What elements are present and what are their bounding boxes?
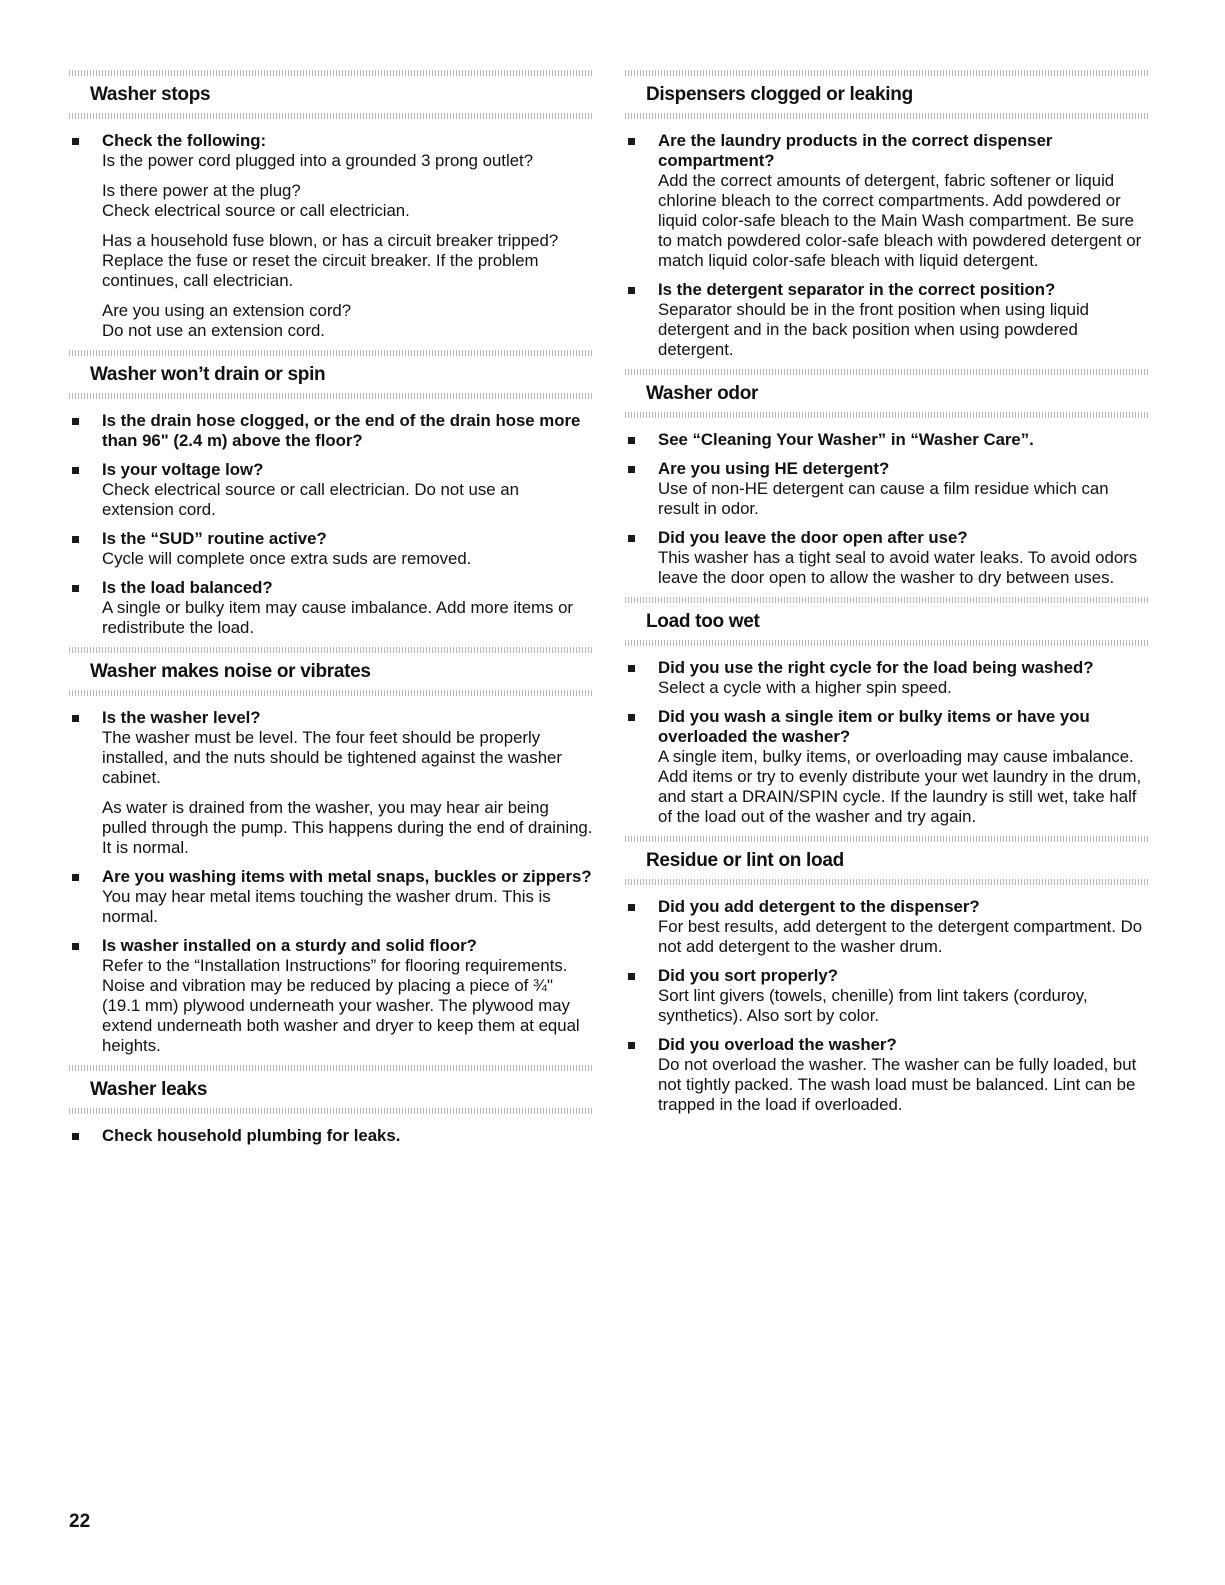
item-answer-paragraph <box>102 301 593 341</box>
list-item <box>625 528 1150 588</box>
item-question: Are you using HE detergent? <box>658 459 890 478</box>
item-list <box>69 696 593 1056</box>
section-load-too-wet <box>625 597 1150 827</box>
item-question: Is the detergent separator in the correct position? <box>658 280 1056 299</box>
item-question: Check household plumbing for leaks. <box>102 1126 401 1145</box>
section-title: Load too wet <box>646 611 760 632</box>
item-answer-paragraph <box>658 986 1150 1026</box>
list-item <box>69 578 593 638</box>
answer-text: Has a household fuse blown, or has a circuit breaker tripped? <box>102 231 559 250</box>
bullet-square-icon <box>72 418 79 425</box>
item-question: Is your voltage low? <box>102 460 264 479</box>
list-item <box>625 707 1150 827</box>
answer-text: Cycle will complete once extra suds are removed. <box>102 549 472 568</box>
bullet-square-icon <box>72 874 79 881</box>
section-title: Dispensers clogged or leaking <box>646 84 913 105</box>
item-answer-paragraph <box>102 956 593 1056</box>
list-item <box>69 529 593 569</box>
list-item <box>69 460 593 520</box>
item-answer-paragraph <box>658 678 1150 698</box>
item-question: Did you wash a single item or bulky items or have you overloaded the washer? <box>658 707 1090 746</box>
bullet-square-icon <box>628 665 635 672</box>
bullet-square-icon <box>628 138 635 145</box>
list-item <box>69 131 593 341</box>
list-item <box>69 411 593 451</box>
section-title: Residue or lint on load <box>646 850 844 871</box>
bullet-square-icon <box>628 466 635 473</box>
bullet-square-icon <box>72 943 79 950</box>
bullet-square-icon <box>628 437 635 444</box>
bullet-square-icon <box>628 287 635 294</box>
list-item <box>625 966 1150 1026</box>
answer-text: Use of non-HE detergent can cause a film residue which can result in odor. <box>658 479 1109 518</box>
answer-text: A single item, bulky items, or overloading may cause imbalance. Add items or try to evenly distribute your wet laundry in the drum, and start a DRAIN/SPIN cycle. If the laundry is still wet, take half of the load out of the washer and try again. <box>658 747 1142 826</box>
list-item <box>69 936 593 1056</box>
section-title: Washer won’t drain or spin <box>90 364 326 385</box>
item-answer-paragraph <box>658 917 1150 957</box>
item-question: Check the following: <box>102 131 267 150</box>
section-washer-makes-noise-or-vibrates <box>69 647 593 1056</box>
bullet-square-icon <box>72 715 79 722</box>
section-washer-leaks <box>69 1065 593 1146</box>
item-question: Is the “SUD” routine active? <box>102 529 327 548</box>
answer-text: Is there power at the plug? <box>102 181 301 200</box>
item-answer-paragraph <box>102 798 593 858</box>
item-answer-paragraph <box>102 728 593 788</box>
bullet-square-icon <box>72 467 79 474</box>
item-list <box>625 885 1150 1115</box>
item-question: Are you washing items with metal snaps, buckles or zippers? <box>102 867 592 886</box>
bullet-square-icon <box>72 585 79 592</box>
answer-text: Do not overload the washer. The washer can be fully loaded, but not tightly packed. The wash load must be balanced. Lint can be trapped in the load if overloaded. <box>658 1055 1137 1114</box>
bullet-square-icon <box>628 973 635 980</box>
item-question: Is washer installed on a sturdy and solid floor? <box>102 936 477 955</box>
answer-text: You may hear metal items touching the washer drum. This is normal. <box>102 887 551 926</box>
item-question: Did you sort properly? <box>658 966 838 985</box>
section-washer-stops <box>69 70 593 341</box>
answer-text: Sort lint givers (towels, chenille) from lint takers (corduroy, synthetics). Also sort by color. <box>658 986 1088 1025</box>
section-residue-or-lint-on-load <box>625 836 1150 1115</box>
list-item <box>625 897 1150 957</box>
answer-text: Select a cycle with a higher spin speed. <box>658 678 952 697</box>
item-list <box>625 119 1150 360</box>
item-answer-paragraph <box>102 598 593 638</box>
answer-text: Replace the fuse or reset the circuit breaker. If the problem continues, call electrician. <box>102 251 539 290</box>
item-question: Did you add detergent to the dispenser? <box>658 897 980 916</box>
list-item <box>625 430 1150 450</box>
answer-text: Check electrical source or call electrician. Do not use an extension cord. <box>102 480 519 519</box>
item-question: Is the washer level? <box>102 708 261 727</box>
answer-text: Are you using an extension cord? <box>102 301 352 320</box>
section-title: Washer makes noise or vibrates <box>90 661 371 682</box>
bullet-square-icon <box>72 138 79 145</box>
item-answer-paragraph <box>658 747 1150 827</box>
item-list <box>69 399 593 638</box>
bullet-square-icon <box>628 1042 635 1049</box>
item-answer-paragraph <box>658 1055 1150 1115</box>
item-question: Did you use the right cycle for the load being washed? <box>658 658 1094 677</box>
item-list <box>69 1114 593 1146</box>
item-question: Are the laundry products in the correct dispenser compartment? <box>658 131 1053 170</box>
answer-text: A single or bulky item may cause imbalance. Add more items or redistribute the load. <box>102 598 574 637</box>
list-item <box>625 459 1150 519</box>
item-answer-paragraph <box>102 887 593 927</box>
item-question: Is the load balanced? <box>102 578 273 597</box>
bullet-square-icon <box>72 536 79 543</box>
answer-text: Add the correct amounts of detergent, fabric softener or liquid chlorine bleach to the correct compartments. Add powdered or liquid color-safe bleach to the Main Wash compartment. Be sure to match powdered color-safe bleach with powdered detergent or match liquid color-safe bleach with liquid detergent. <box>658 171 1142 270</box>
item-question: See “Cleaning Your Washer” in “Washer Care”. <box>658 430 1034 449</box>
section-washer-odor <box>625 369 1150 588</box>
list-item <box>625 131 1150 271</box>
section-washer-won-t-drain-or-spin <box>69 350 593 638</box>
item-answer-paragraph <box>102 231 593 291</box>
item-question: Did you leave the door open after use? <box>658 528 968 547</box>
item-answer-paragraph <box>102 480 593 520</box>
answer-text: Is the power cord plugged into a grounded 3 prong outlet? <box>102 151 534 170</box>
section-title: Washer leaks <box>90 1079 208 1100</box>
item-answer-paragraph <box>658 300 1150 360</box>
answer-text: The washer must be level. The four feet should be properly installed, and the nuts should be tightened against the washer cabinet. <box>102 728 562 787</box>
bullet-square-icon <box>628 535 635 542</box>
answer-text: Separator should be in the front position when using liquid detergent and in the back position when using powdered detergent. <box>658 300 1090 359</box>
list-item <box>69 1126 593 1146</box>
list-item <box>69 867 593 927</box>
item-question: Did you overload the washer? <box>658 1035 897 1054</box>
bullet-square-icon <box>72 1133 79 1140</box>
list-item <box>625 658 1150 698</box>
answer-text: This washer has a tight seal to avoid water leaks. To avoid odors leave the door open to allow the washer to dry between uses. <box>658 548 1138 587</box>
right-column <box>625 70 1150 1124</box>
item-answer-paragraph <box>102 151 593 171</box>
item-list <box>625 418 1150 588</box>
item-answer-paragraph <box>102 549 593 569</box>
item-answer-paragraph <box>658 548 1150 588</box>
item-list <box>625 646 1150 827</box>
left-column <box>69 70 593 1155</box>
answer-text: For best results, add detergent to the detergent compartment. Do not add detergent to the washer drum. <box>658 917 1143 956</box>
bullet-square-icon <box>628 714 635 721</box>
item-list <box>69 119 593 341</box>
section-title: Washer odor <box>646 383 759 404</box>
item-answer-paragraph <box>658 479 1150 519</box>
item-answer-paragraph <box>102 181 593 221</box>
section-dispensers-clogged-or-leaking <box>625 70 1150 360</box>
section-title: Washer stops <box>90 84 211 105</box>
bullet-square-icon <box>628 904 635 911</box>
item-question: Is the drain hose clogged, or the end of the drain hose more than 96" (2.4 m) above the floor? <box>102 411 581 450</box>
list-item <box>625 280 1150 360</box>
list-item <box>625 1035 1150 1115</box>
item-answer-paragraph <box>658 171 1150 271</box>
answer-text: As water is drained from the washer, you may hear air being pulled through the pump. This happens during the end of draining. It is normal. <box>102 798 593 857</box>
answer-text: Check electrical source or call electrician. <box>102 201 410 220</box>
answer-text: Refer to the “Installation Instructions” for flooring requirements. Noise and vibration may be reduced by placing a piece of ¾" (19.1 mm) plywood underneath your washer. The plywood may extend underneath both washer and dryer to keep them at equal heights. <box>102 956 580 1055</box>
answer-text: Do not use an extension cord. <box>102 321 325 340</box>
page-number: 22 <box>69 1511 91 1532</box>
list-item <box>69 708 593 858</box>
